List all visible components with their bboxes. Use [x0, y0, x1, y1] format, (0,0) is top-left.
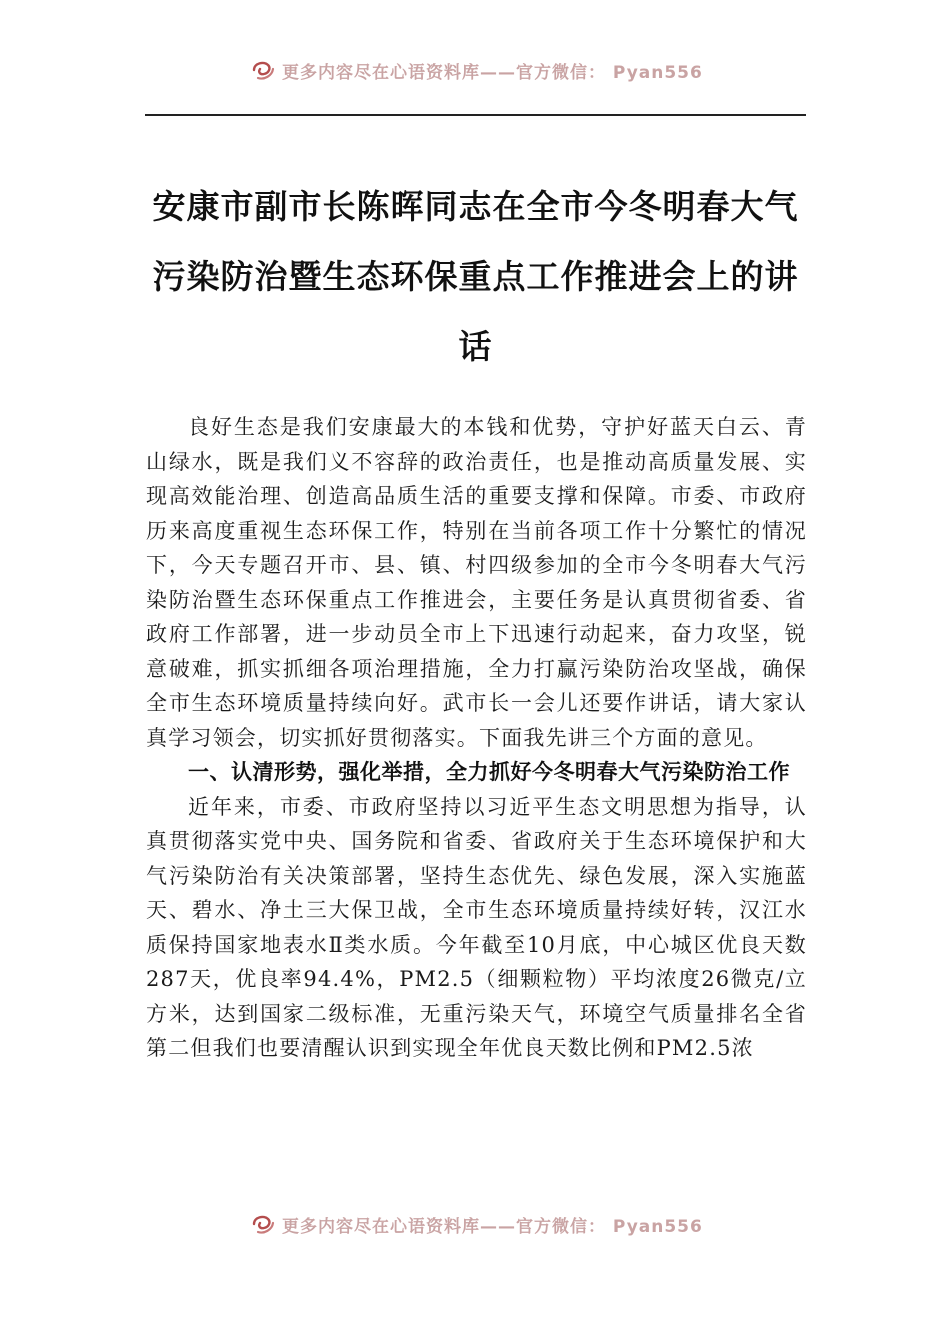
footer-watermark — [250, 1212, 770, 1236]
page-title: 安康市副市长陈晖同志在全市今冬明春大气污染防治暨生态环保重点工作推进会上的讲话 — [152, 187, 799, 366]
body-paragraph: 近年来，市委、市政府坚持以习近平生态文明思想为指导，认真贯彻落实党中央、国务院和省委、省政府关于生态环境保护和大气污染防治有关决策部署，坚持生态优先、绿色发展，深入实施蓝天、碧水、净土三大保卫战，全市生态环境质量持续好转，汉江水质保持国家地表水Ⅱ类水质。今年截至10月底，中心城区优良天数287天，优良率94.4%，PM2.5（细颗粒物）平均浓度26微克/立方米，达到国家二级标准，无重污染天气，环境空气质量排名全省第二但我们也要清醒认识到实现全年优良天数比例和PM2.5浓 — [146, 794, 807, 1060]
section-heading-1: 一、认清形势，强化举措，全力抓好今冬明春大气污染防治工作 — [188, 760, 790, 784]
watermark-text: 更多内容尽在心语资料库——官方微信： Pyan556 — [282, 1216, 703, 1236]
header-rule — [145, 114, 806, 116]
watermark-text: 更多内容尽在心语资料库——官方微信： Pyan556 — [282, 62, 703, 82]
header-watermark — [250, 58, 770, 82]
intro-paragraph: 良好生态是我们安康最大的本钱和优势，守护好蓝天白云、青山绿水，既是我们义不容辞的政治责任，也是推动高质量发展、实现高效能治理、创造高品质生活的重要支撑和保障。市委、市政府历来高度重视生态环保工作，特别在当前各项工作十分繁忙的情况下，今天专题召开市、县、镇、村四级参加的全市今冬明春大气污染防治暨生态环保重点工作推进会，主要任务是认真贯彻省委、省政府工作部署，进一步动员全市上下迅速行动起来，奋力攻坚，锐意破难，抓实抓细各项治理措施，全力打赢污染防治攻坚战，确保全市生态环境质量持续向好。武市长一会儿还要作讲话，请大家认真学习领会，切实抓好贯彻落实。下面我先讲三个方面的意见。 — [146, 415, 807, 750]
document-body — [146, 410, 807, 1066]
logo-icon — [250, 59, 276, 81]
logo-icon — [250, 1213, 276, 1235]
